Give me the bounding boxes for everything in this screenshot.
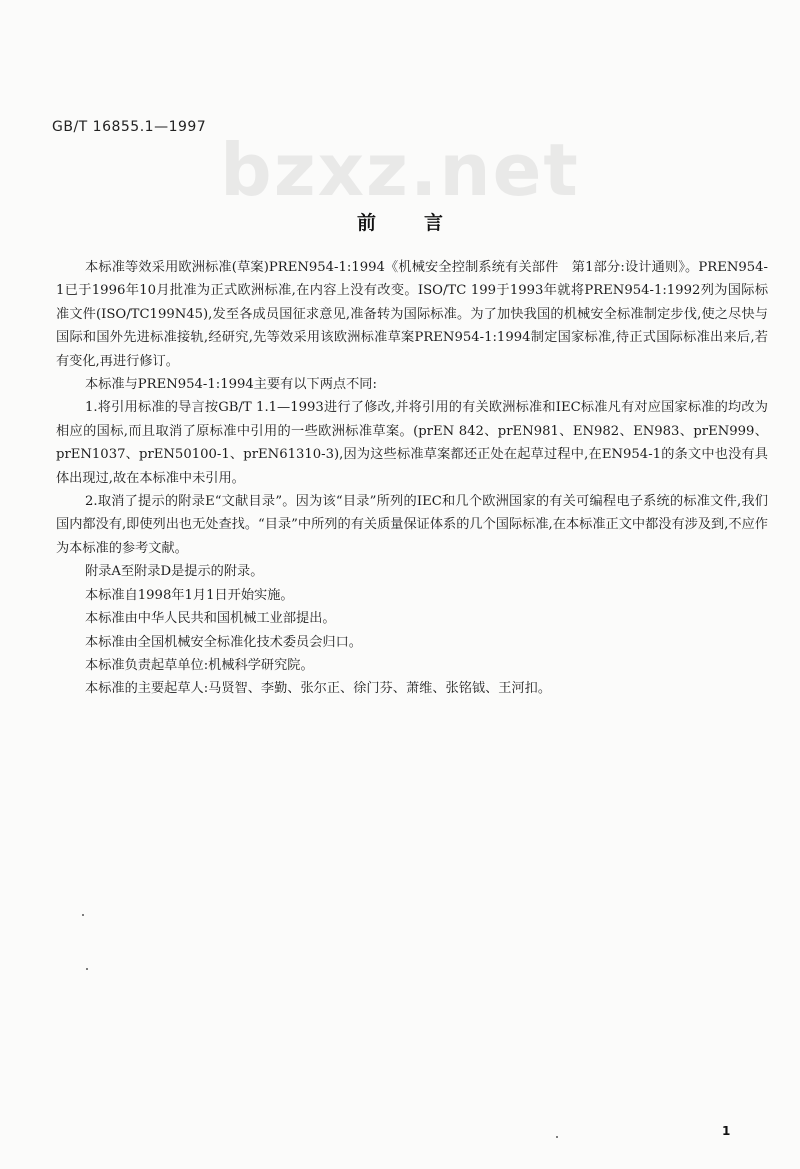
scan-speck xyxy=(86,968,88,970)
paragraph-drafting-unit: 本标准负责起草单位:机械科学研究院。 xyxy=(85,657,314,673)
paragraph-proposer: 本标准由中华人民共和国机械工业部提出。 xyxy=(85,611,336,627)
scan-speck xyxy=(556,1136,558,1138)
paragraph-drafters: 本标准的主要起草人:马贤智、李勤、张尔正、徐门芬、萧维、张铭钺、王河扣。 xyxy=(85,681,552,697)
paragraph-appendices: 附录A至附录D是提示的附录。 xyxy=(85,564,264,580)
page-number: 1 xyxy=(722,1124,731,1138)
standard-number: GB/T 16855.1—1997 xyxy=(52,119,207,135)
section-title: 前言 xyxy=(356,212,491,234)
paragraph-difference-1: 1.将引用标准的导言按GB/T 1.1—1993进行了修改,并将引用的有关欧洲标准和IEC标准凡有对应国家标准的均改为相应的国标,而且取消了原标准中引用的一些欧洲标准草案。(prEN 842、prEN981、EN982、EN983、prEN999、prEN1037、prEN50100-1、prEN61310-3),因为这些标准草案都还正处在起草过程中,在EN954-1的条文中也没有具体出现过,故在本标准中未引用。 xyxy=(56,400,768,486)
foreword-body xyxy=(56,256,768,701)
scan-speck xyxy=(82,914,84,916)
paragraph-administrator: 本标准由全国机械安全标准化技术委员会归口。 xyxy=(85,634,362,650)
watermark-logo: bzxz.net xyxy=(220,128,580,212)
paragraph-adoption: 本标准等效采用欧洲标准(草案)PREN954-1:1994《机械安全控制系统有关部件 第1部分:设计通则》。PREN954-1已于1996年10月批准为正式欧洲标准,在内容上没有改变。ISO/TC 199于1993年就将PREN954-1:1992列为国际标准文件(ISO/TC199N45),发至各成员国征求意见,准备转为国际标准。为了加快我国的机械安全标准制定步伐,使之尽快与国际和国外先进标准接轨,经研究,先等效采用该欧洲标准草案PREN954-1:1994制定国家标准,待正式国际标准出来后,若有变化,再进行修订。 xyxy=(56,260,769,369)
paragraph-difference-2: 2.取消了提示的附录E“文献目录”。因为该“目录”所列的IEC和几个欧洲国家的有关可编程电子系统的标准文件,我们国内都没有,即使列出也无处查找。“目录”中所列的有关质量保证体系的几个国际标准,在本标准正文中都没有涉及到,不应作为本标准的参考文献。 xyxy=(56,494,768,556)
paragraph-effective-date: 本标准自1998年1月1日开始实施。 xyxy=(85,587,294,603)
paragraph-differences-intro: 本标准与PREN954-1:1994主要有以下两点不同: xyxy=(85,377,377,393)
